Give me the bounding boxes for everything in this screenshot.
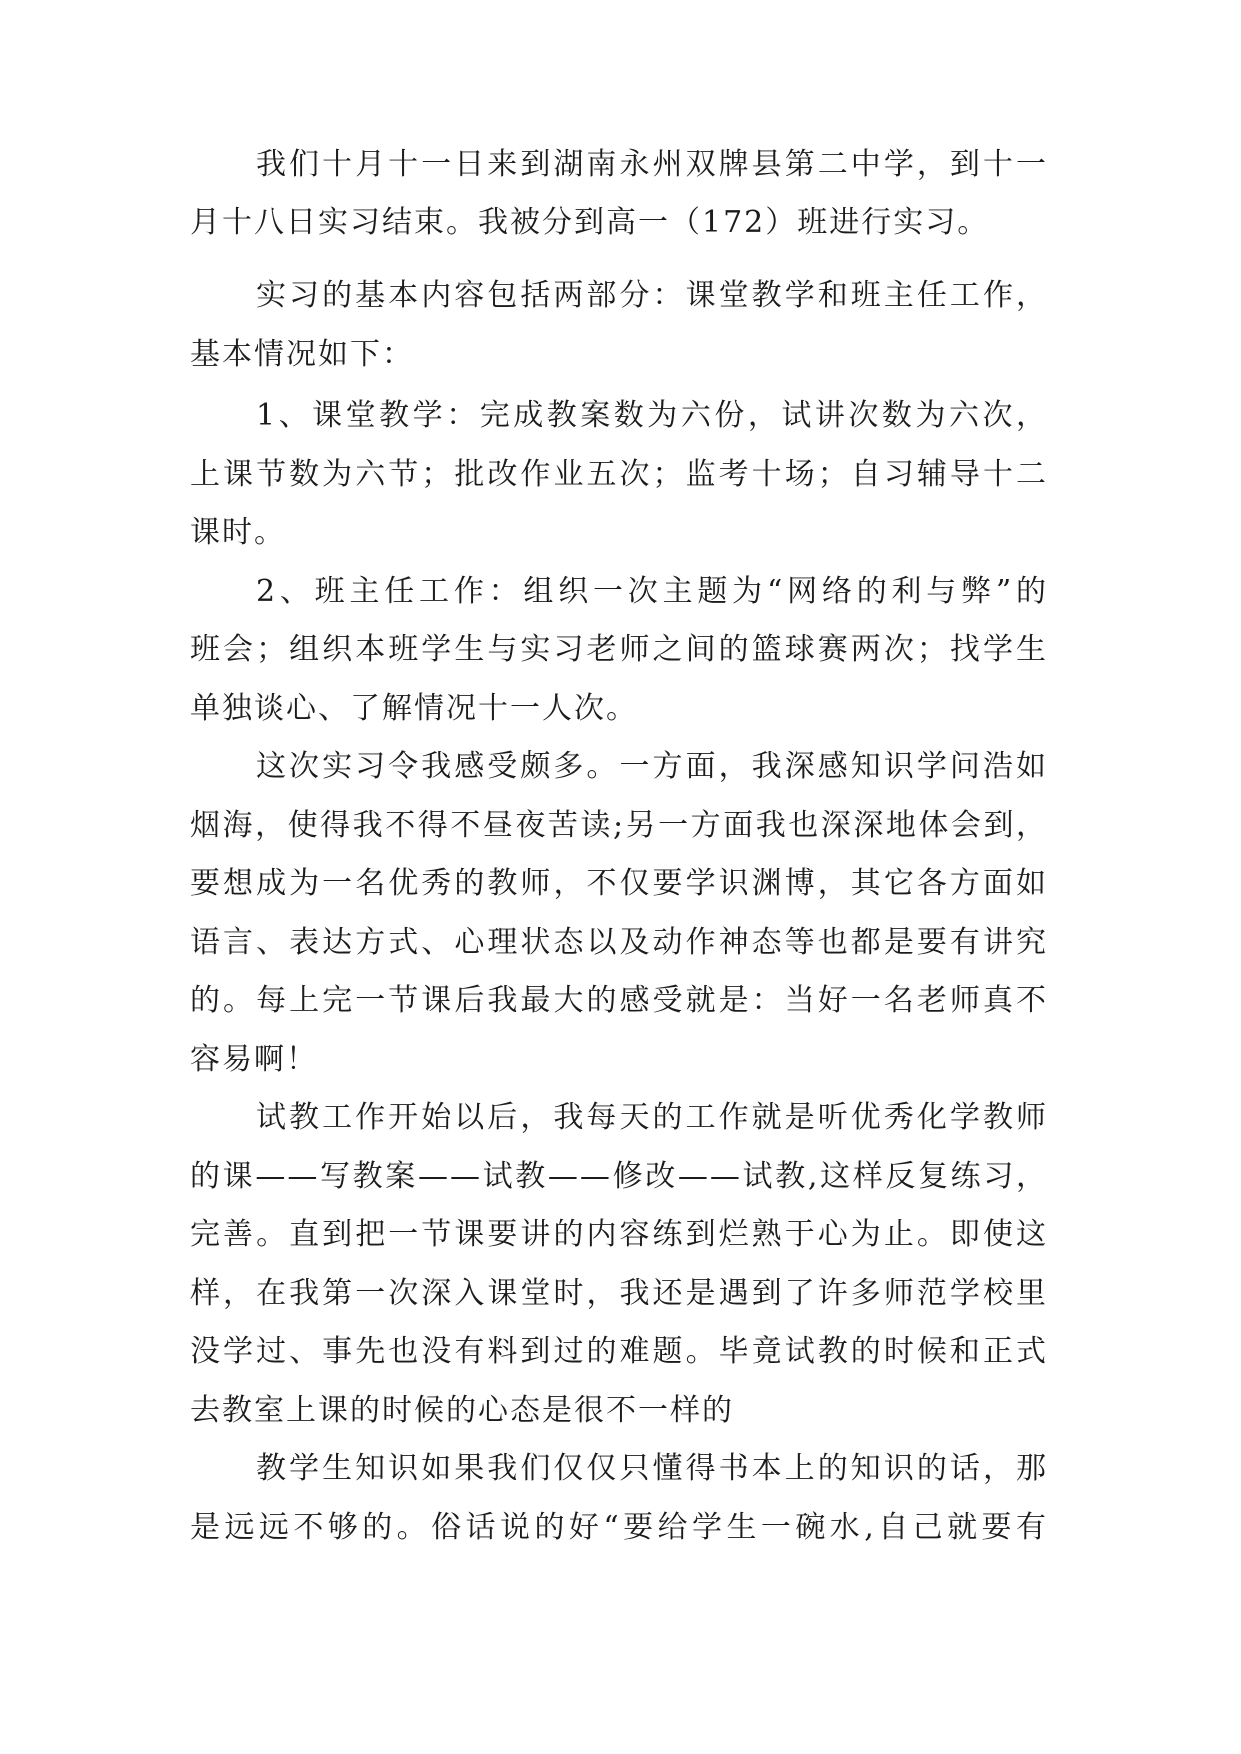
text-line: 试教工作开始以后，我每天的工作就是听优秀化学教师 <box>256 1100 1048 1135</box>
text-line: 2、班主任工作：组织一次主题为“网络的利与弊”的 <box>256 573 1048 609</box>
text-line: 要想成为一名优秀的教师，不仅要学识渊博，其它各方面如 <box>190 866 1048 901</box>
text-line: 的课——写教案——试教——修改——试教,这样反复练习， <box>190 1158 1048 1194</box>
text-line: 容易啊！ <box>190 1041 318 1077</box>
text-line: 样，在我第一次深入课堂时，我还是遇到了许多师范学校里 <box>190 1275 1048 1311</box>
text-line: 月十八日实习结束。我被分到高一（172）班进行实习。 <box>190 205 990 240</box>
text-line: 没学过、事先也没有料到过的难题。毕竟试教的时候和正式 <box>190 1334 1048 1369</box>
text-line: 单独谈心、了解情况十一人次。 <box>190 690 638 726</box>
text-line: 1、课堂教学：完成教案数为六份，试讲次数为六次， <box>256 398 1048 433</box>
paragraph <box>190 136 1048 253</box>
text-line: 课时。 <box>190 515 286 550</box>
text-line: 烟海，使得我不得不昼夜苦读;另一方面我也深深地体会到， <box>190 807 1048 843</box>
text-line: 是远远不够的。俗话说的好“要给学生一碗水,自己就要有 <box>190 1509 1048 1545</box>
text-line: 教学生知识如果我们仅仅只懂得书本上的知识的话，那 <box>256 1451 1048 1486</box>
text-line: 完善。直到把一节课要讲的内容练到烂熟于心为止。即使这 <box>190 1217 1048 1252</box>
text-line: 基本情况如下： <box>190 336 414 372</box>
document-body <box>190 136 1048 1558</box>
paragraph <box>190 738 1048 1089</box>
paragraph <box>190 387 1048 563</box>
text-line: 语言、表达方式、心理状态以及动作神态等也都是要有讲究 <box>190 924 1048 960</box>
text-line: 这次实习令我感受颇多。一方面，我深感知识学问浩如 <box>256 749 1048 784</box>
text-line: 我们十月十一日来到湖南永州双牌县第二中学，到十一 <box>256 146 1048 182</box>
paragraph <box>190 1440 1048 1557</box>
text-line: 实习的基本内容包括两部分：课堂教学和班主任工作， <box>256 278 1048 313</box>
paragraph <box>190 267 1048 384</box>
paragraph <box>190 1089 1048 1440</box>
text-line: 去教室上课的时候的心态是很不一样的 <box>190 1392 734 1428</box>
text-line: 上课节数为六节；批改作业五次；监考十场；自习辅导十二 <box>190 456 1048 492</box>
paragraph <box>190 563 1048 739</box>
text-line: 班会；组织本班学生与实习老师之间的篮球赛两次；找学生 <box>190 632 1048 667</box>
text-line: 的。每上完一节课后我最大的感受就是：当好一名老师真不 <box>190 983 1048 1018</box>
